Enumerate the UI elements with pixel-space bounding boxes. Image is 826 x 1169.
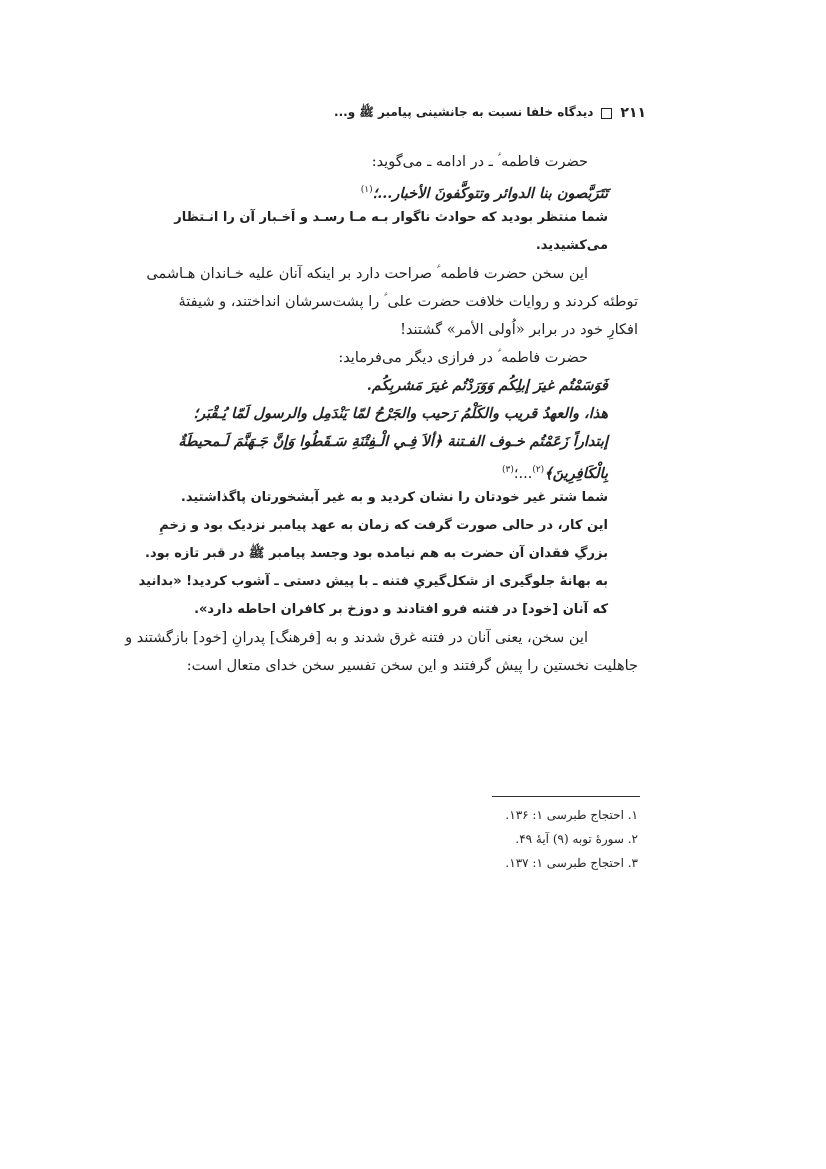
arabic-quote-line <box>176 456 638 484</box>
footnote-ref: (۲) <box>532 465 545 475</box>
arabic-quote-line <box>176 176 638 204</box>
paragraph-line: افکارِ خود در برابر «اُولی الأمر» گشتند! <box>400 322 638 338</box>
paragraph-line: حضرت فاطمه ؑ در فرازی دیگر می‌فرماید: <box>338 350 588 366</box>
running-title: دیدگاه خلفا نسبت به جانشینی پیامبر ﷺ و... <box>334 104 594 119</box>
arabic-quote: بِالْكَافِرِينَ﴾ <box>544 464 608 482</box>
footnote: ۲. سورهٔ توبه (۹) آیهٔ ۴۹. <box>515 832 638 846</box>
translation-line: به بهانهٔ جلوگیری از شکل‌گیریِ فتنه ـ با پیش دستی ـ آشوب کردید! «بدانید <box>138 574 608 589</box>
translation-line: این کار، در حالی صورت گرفت که زمان به عهد پیامبر نزدیک بود و زخمِ <box>159 518 608 533</box>
running-header <box>176 101 646 125</box>
paragraph-line: حضرت فاطمه ؑ ـ در ادامه ـ می‌گوید: <box>371 154 588 170</box>
main-text <box>125 148 638 680</box>
footnote: ۳. احتجاج طبرسی ۱: ۱۳۷. <box>505 856 638 870</box>
footnote-ref: (۳) <box>502 465 514 475</box>
arabic-quote: تَتَرَبَّصون بنا الدوائر وتتوكَّفونَ الأخبار...؛ <box>372 184 608 202</box>
footnote-ref: (۱) <box>360 185 373 195</box>
square-ornament-icon <box>601 108 612 119</box>
footnote: ۱. احتجاج طبرسی ۱: ۱۳۶. <box>505 808 638 822</box>
translation-line: که آنان [خود] در فتنه فرو افتادند و دوزخ بر کافران احاطه دارد». <box>194 602 608 617</box>
translation-line: شما منتظر بودید که حوادث ناگوار بـه مـا رسـد و اَخـبار آن را انـتظار <box>174 210 608 225</box>
footnote-separator <box>492 796 640 797</box>
paragraph-line: این سخن، یعنی آنان در فتنه غرق شدند و به [فرهنگ] پدرانِ [خود] بازگشتند و <box>125 630 588 646</box>
paragraph-line: توطئه کردند و روایات خلافت حضرت علی ؑ را پشت‌سرشان انداختند، و شیفتهٔ <box>178 294 638 310</box>
page-number: ۲۱۱ <box>620 105 646 121</box>
ellipsis-text: ...؛ <box>513 465 533 482</box>
translation-line: بزرگِ فقدان آن حضرت به هم نیامده بود وجسد پیامبر ﷺ در قبر تازه بود. <box>145 546 608 561</box>
arabic-quote-line: إبتداراً زَعَمْتُم خـوف الفـتنة ﴿ألاَ فِـي الْـفِتْنَةِ سَـقَطُوا وَإنَّ جَـهَنَّمَ لَـمحيطَةٌ <box>178 433 608 450</box>
footnotes <box>450 803 638 875</box>
arabic-quote-line: فَوَسَمْتُم غيرَ إبلِكُم وَوَرَدْتُم غيرَ مَشربِكُم. <box>366 377 608 394</box>
translation-line: می‌کشیدید. <box>535 238 608 253</box>
translation-line: شما شتر غیر خودتان را نشان کردید و به غیر آبشخورتان پاگذاشتید. <box>180 490 608 505</box>
paragraph-line: جاهلیت نخستین را پیش گرفتند و این سخن تفسیر سخن خدای متعال است: <box>186 658 638 674</box>
paragraph-line: این سخن حضرت فاطمه ؑ صراحت دارد بر اینکه آنان علیه خـاندان هـاشمی <box>146 266 588 282</box>
arabic-quote-line: هذا، والعهدُ قريب والكَلْمُ رَحيب والجَرْحُ لمّا يَنْدَمِل والرسول لَمّا يُـقْبَر؛ <box>193 405 608 422</box>
